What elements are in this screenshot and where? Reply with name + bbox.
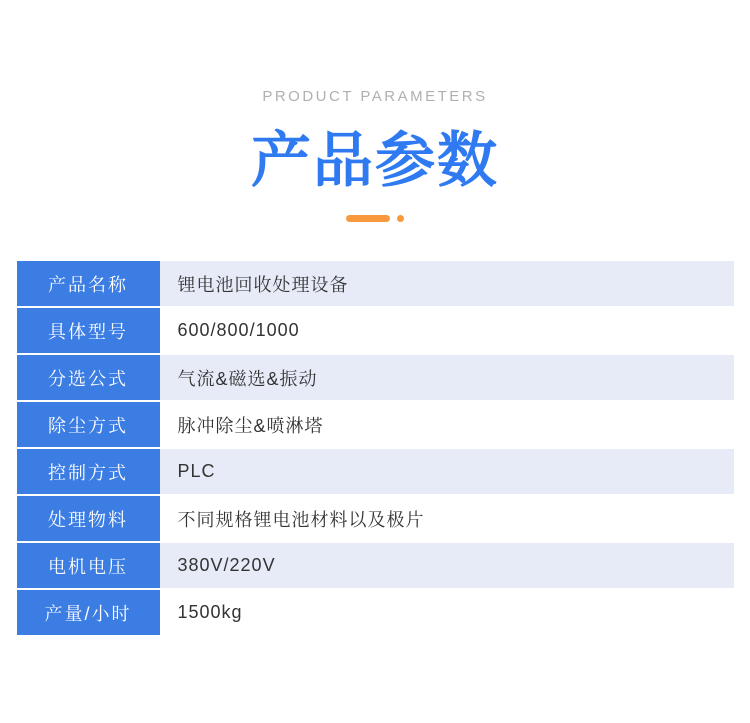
table-row xyxy=(17,261,734,306)
param-label: 电机电压 xyxy=(17,543,160,588)
param-label: 产品名称 xyxy=(17,261,160,306)
parameters-table xyxy=(17,261,734,635)
table-row xyxy=(17,590,734,635)
param-value: 1500kg xyxy=(160,590,734,635)
param-label: 产量/小时 xyxy=(17,590,160,635)
table-row xyxy=(17,543,734,588)
section-title: 产品参数 xyxy=(251,127,499,194)
param-value: PLC xyxy=(160,449,734,494)
param-label: 分选公式 xyxy=(17,355,160,400)
param-value: 380V/220V xyxy=(160,543,734,588)
param-value: 不同规格锂电池材料以及极片 xyxy=(160,496,734,541)
section-eyebrow: PRODUCT PARAMETERS xyxy=(262,88,488,105)
table-row xyxy=(17,308,734,353)
table-row xyxy=(17,496,734,541)
param-label: 控制方式 xyxy=(17,449,160,494)
param-value: 锂电池回收处理设备 xyxy=(160,261,734,306)
param-label: 除尘方式 xyxy=(17,402,160,447)
title-divider xyxy=(0,215,750,222)
table-row xyxy=(17,449,734,494)
param-value: 600/800/1000 xyxy=(160,308,734,353)
divider-bar xyxy=(346,215,390,222)
table-row xyxy=(17,355,734,400)
param-label: 处理物料 xyxy=(17,496,160,541)
param-value: 脉冲除尘&喷淋塔 xyxy=(160,402,734,447)
param-value: 气流&磁选&振动 xyxy=(160,355,734,400)
table-row xyxy=(17,402,734,447)
divider-dot xyxy=(397,215,404,222)
param-label: 具体型号 xyxy=(17,308,160,353)
